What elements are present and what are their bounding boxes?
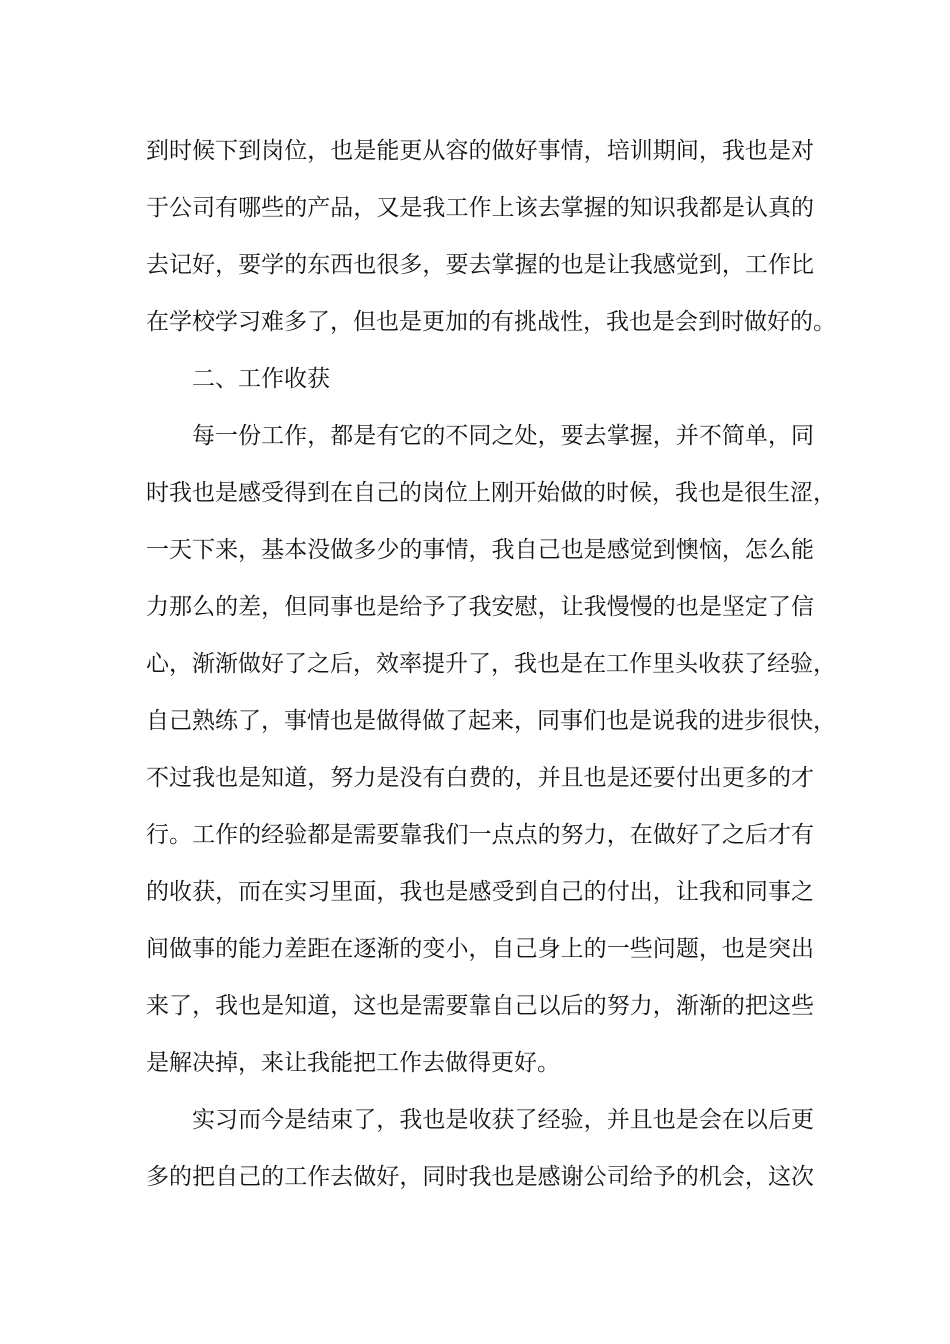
document-body [146, 128, 836, 1211]
paragraph-line: 实习而今是结束了，我也是收获了经验，并且也是会在以后更 [192, 1107, 814, 1133]
paragraph-line: 力那么的差，但同事也是给予了我安慰，让我慢慢的也是坚定了信 [146, 594, 814, 620]
paragraph-line: 多的把自己的工作去做好，同时我也是感谢公司给予的机会，这次 [146, 1164, 814, 1190]
paragraph-line: 时我也是感受得到在自己的岗位上刚开始做的时候，我也是很生涩， [146, 480, 836, 506]
paragraph-line: 去记好，要学的东西也很多，要去掌握的也是让我感觉到，工作比 [146, 252, 814, 278]
paragraph-line: 行。工作的经验都是需要靠我们一点点的努力，在做好了之后才有 [146, 822, 814, 848]
paragraph-line: 来了，我也是知道，这也是需要靠自己以后的努力，渐渐的把这些 [146, 993, 814, 1019]
paragraph-line: 是解决掉，来让我能把工作去做得更好。 [146, 1050, 560, 1076]
paragraph-line: 不过我也是知道，努力是没有白费的，并且也是还要付出更多的才 [146, 765, 814, 791]
paragraph-line: 于公司有哪些的产品，又是我工作上该去掌握的知识我都是认真的 [146, 195, 814, 221]
paragraph-line: 一天下来，基本没做多少的事情，我自己也是感觉到懊恼，怎么能 [146, 537, 814, 563]
paragraph-line: 心，渐渐做好了之后，效率提升了，我也是在工作里头收获了经验， [146, 651, 836, 677]
paragraph-line: 到时候下到岗位，也是能更从容的做好事情，培训期间，我也是对 [146, 138, 814, 164]
section-heading: 二、工作收获 [192, 366, 330, 392]
paragraph-line: 在学校学习难多了，但也是更加的有挑战性，我也是会到时做好的。 [146, 309, 836, 335]
paragraph-line: 的收获，而在实习里面，我也是感受到自己的付出，让我和同事之 [146, 879, 814, 905]
paragraph-line: 每一份工作，都是有它的不同之处，要去掌握，并不简单，同 [192, 423, 814, 449]
paragraph-line: 间做事的能力差距在逐渐的变小，自己身上的一些问题，也是突出 [146, 936, 814, 962]
paragraph-line: 自己熟练了，事情也是做得做了起来，同事们也是说我的进步很快， [146, 708, 836, 734]
